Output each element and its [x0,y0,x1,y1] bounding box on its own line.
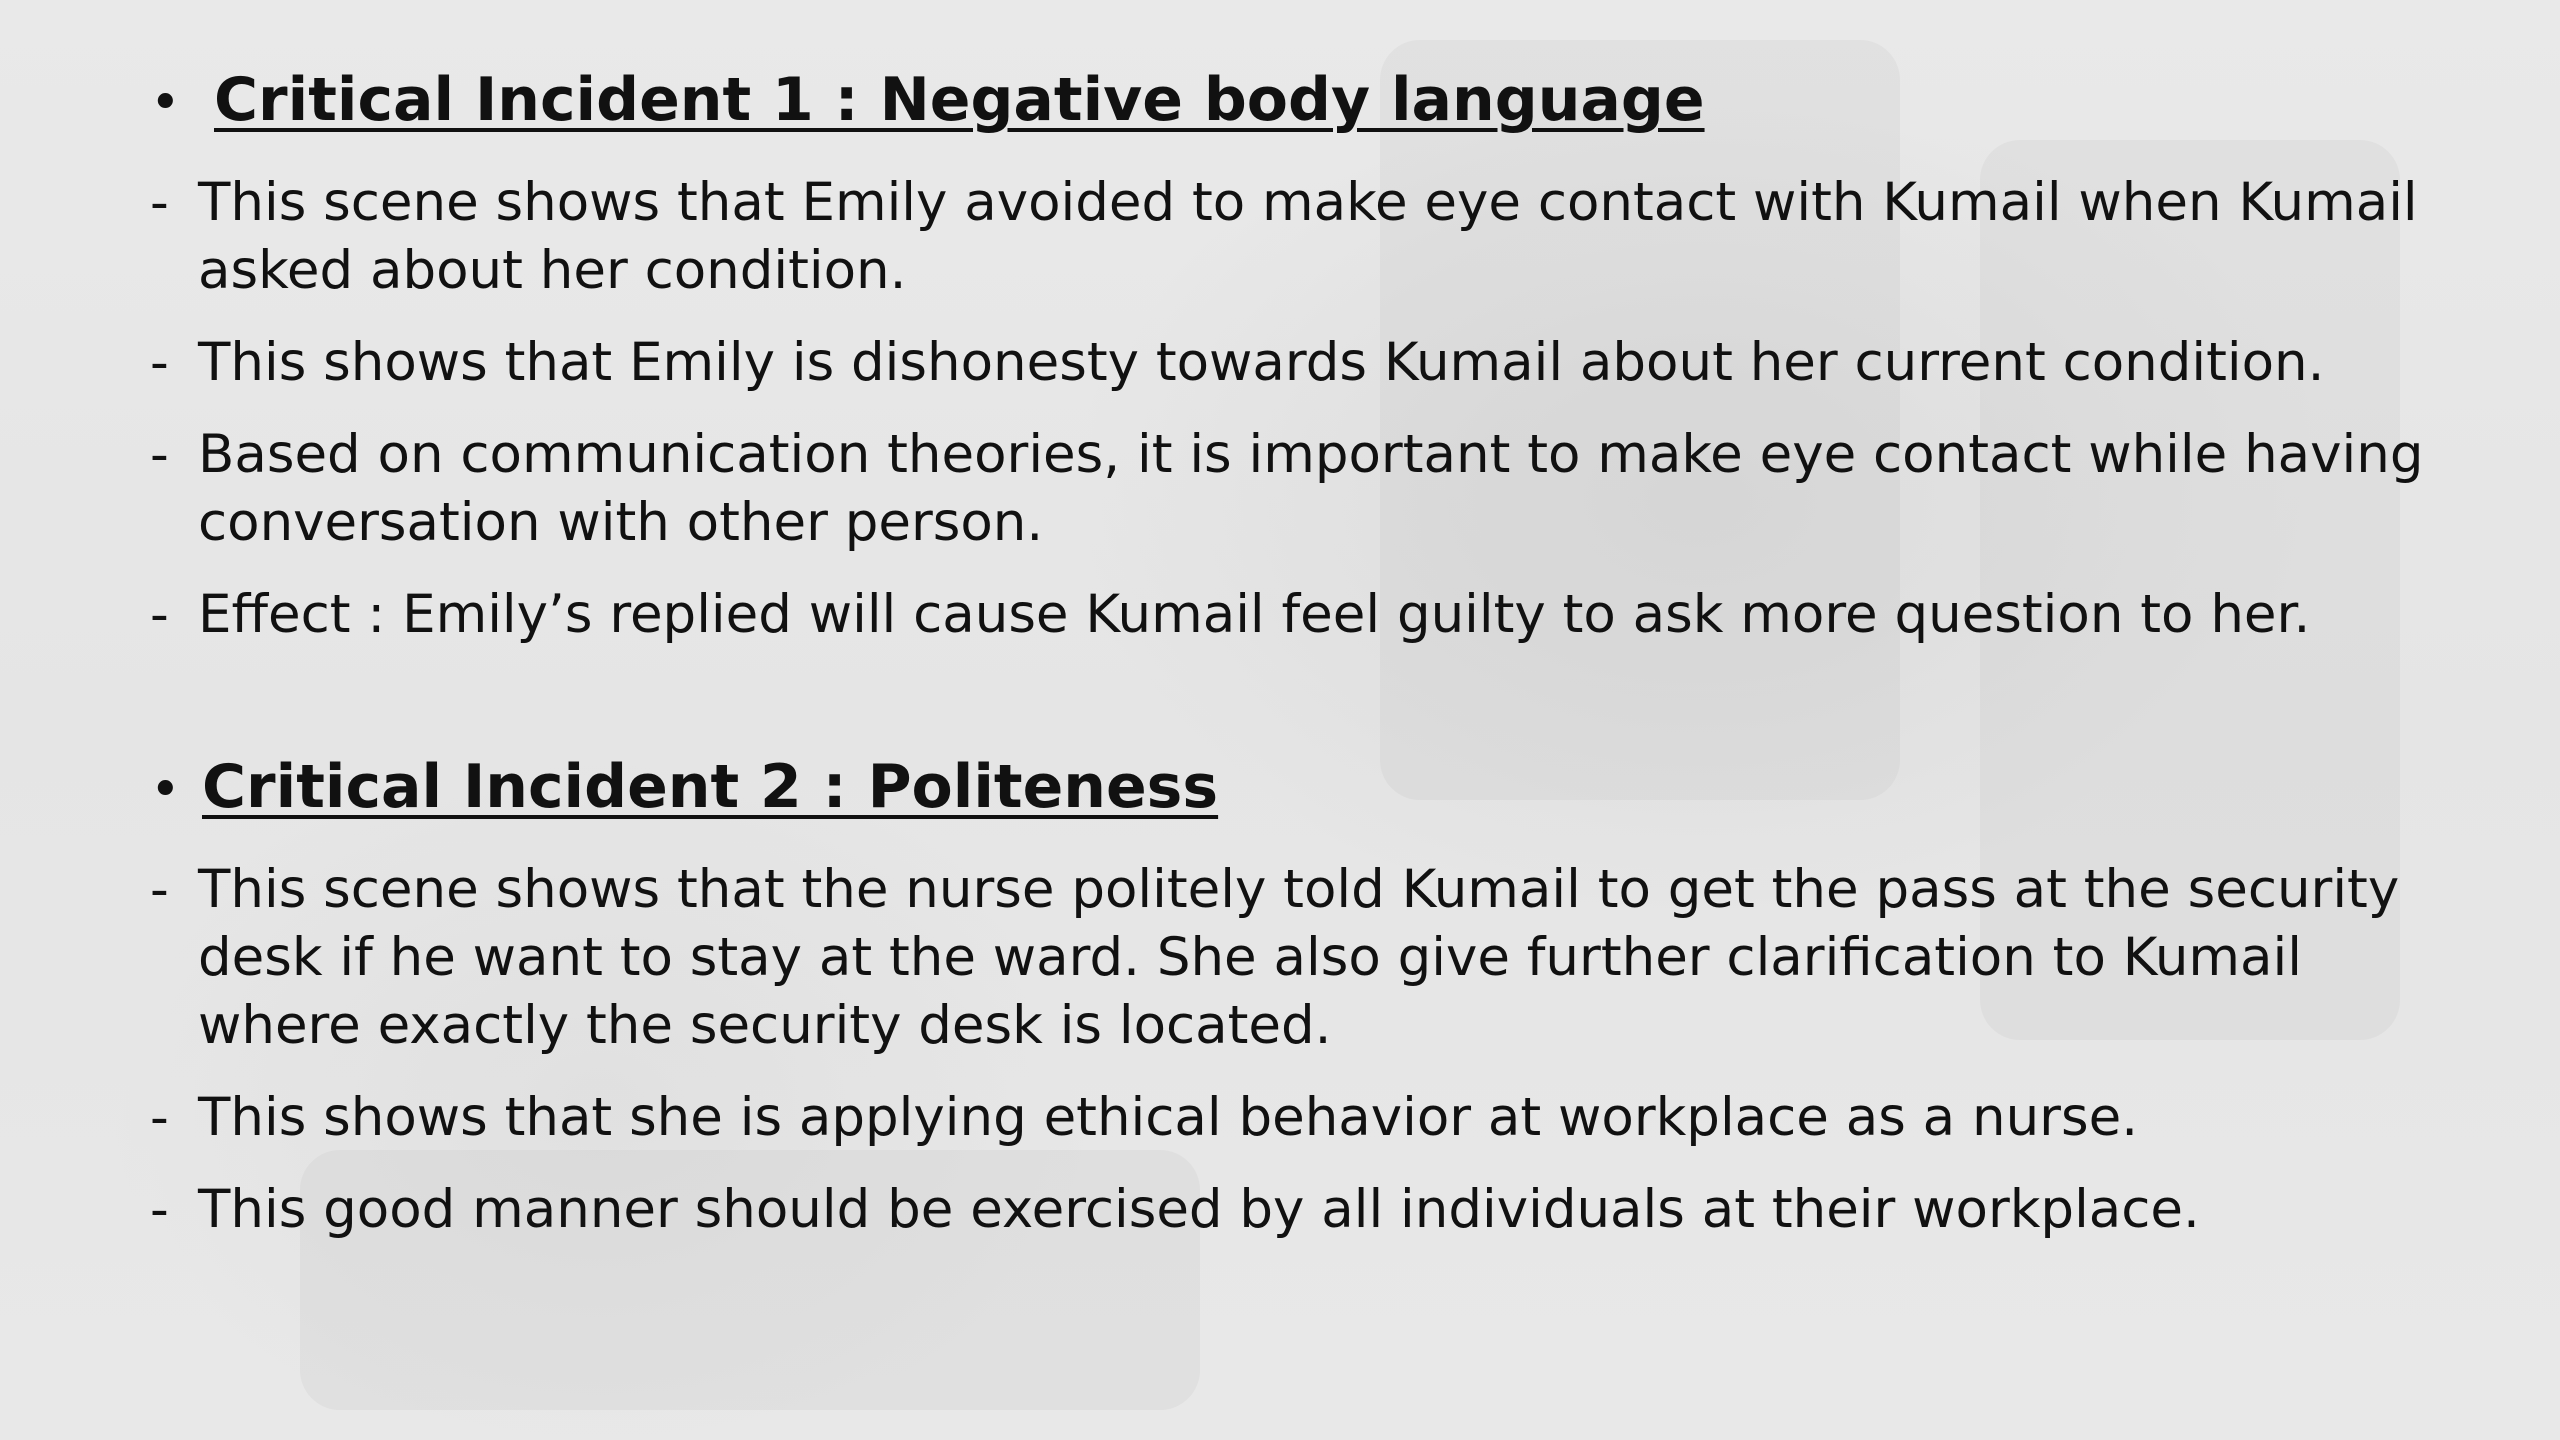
list-item-text: Based on communication theories, it is important to make eye contact while having conversation with other person. [198,424,2424,553]
dash-marker: - [150,173,169,233]
dash-marker: - [150,1180,169,1240]
section-critical-incident-2 [150,745,2450,1244]
bullet-icon: • [150,760,181,820]
dash-marker: - [150,585,169,645]
list-item-text: This good manner should be exercised by all individuals at their workplace. [198,1179,2200,1240]
list-item [150,581,2450,649]
list-item-text: This scene shows that the nurse politely told Kumail to get the pass at the security desk if he want to stay at the ward. She also give further clarification to Kumail where exactly the security desk is located. [198,859,2400,1056]
list-item-text: This shows that Emily is dishonesty towards Kumail about her current condition. [198,332,2325,393]
list-item-text: Effect : Emily’s replied will cause Kumail feel guilty to ask more question to her. [198,584,2311,645]
list-item-text: This scene shows that Emily avoided to make eye contact with Kumail when Kumail asked about her condition. [198,172,2418,301]
list-item [150,329,2450,397]
dash-marker: - [150,333,169,393]
dash-marker: - [150,1088,169,1148]
list-item [150,1176,2450,1244]
section-heading-row [150,745,2450,832]
bullet-icon: • [150,73,181,133]
section-critical-incident-1 [150,58,2450,649]
list-item-text: This shows that she is applying ethical behavior at workplace as a nurse. [198,1087,2139,1148]
list-item [150,856,2450,1060]
dash-marker: - [150,425,169,485]
dash-marker: - [150,860,169,920]
slide-content [150,58,2450,1244]
list-item [150,421,2450,557]
section-heading-row [150,58,2450,145]
list-item [150,1084,2450,1152]
section-heading: Critical Incident 1 : Negative body language [214,65,1705,135]
list-item [150,169,2450,305]
section-heading: Critical Incident 2 : Politeness [202,752,1219,822]
